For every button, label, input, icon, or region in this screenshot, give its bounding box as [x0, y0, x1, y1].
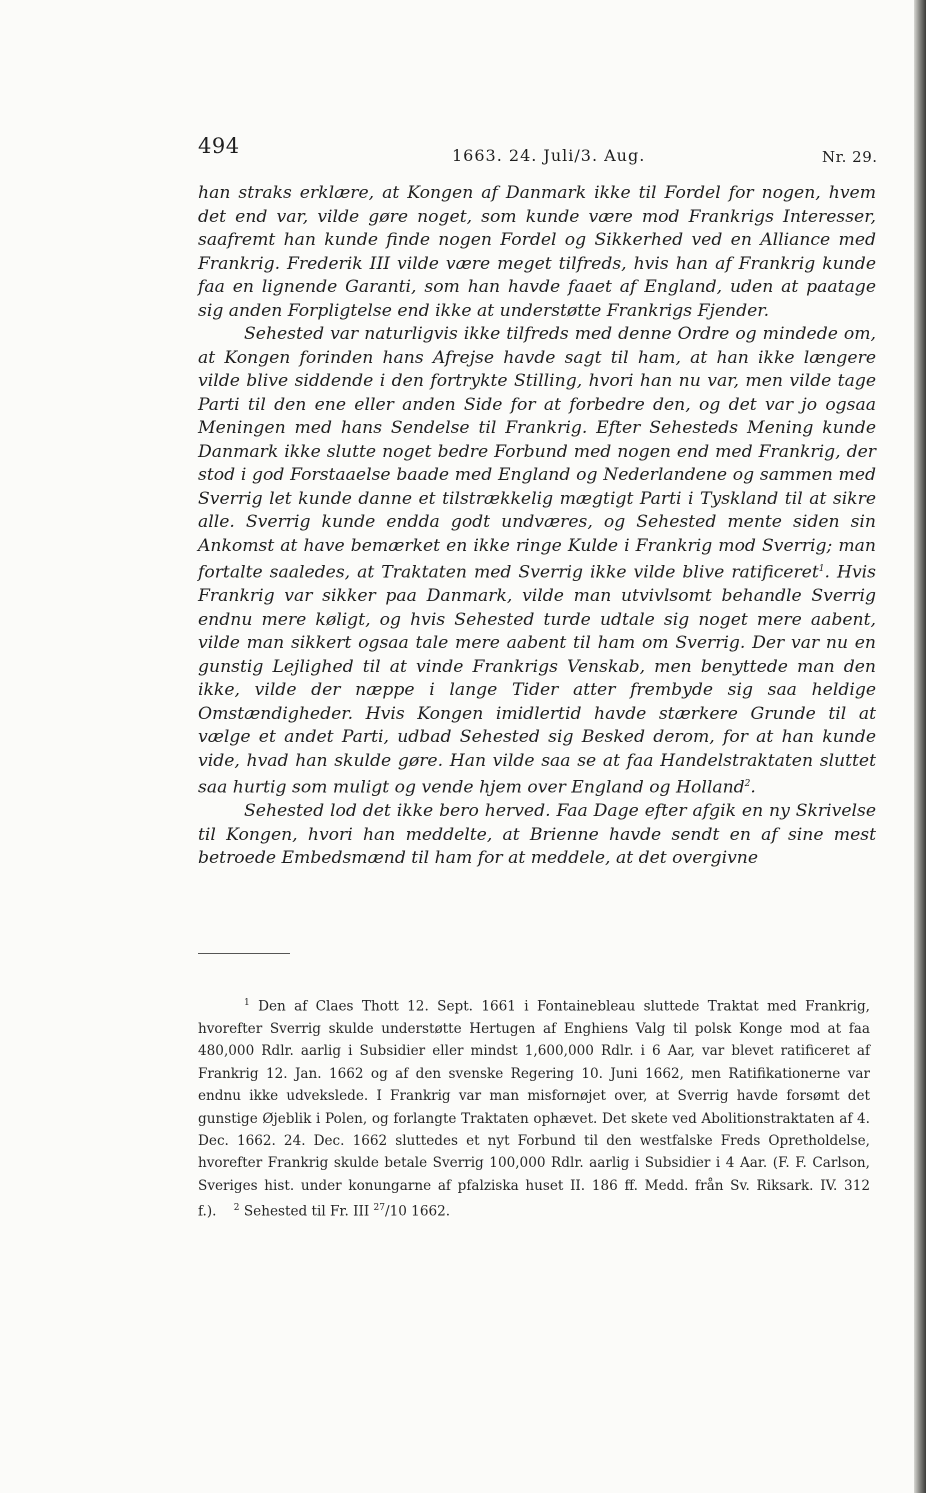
book-spine-edge	[914, 0, 926, 1493]
running-header	[0, 134, 914, 166]
footnote-2-date-superscript: 27	[373, 1203, 385, 1214]
footnote-2-marker: 2	[233, 1203, 240, 1214]
paragraph-3: Sehested lod det ikke bero herved. Faa Dage efter afgik en ny Skrivelse til Kongen, hvori han meddelte, at Brienne havde sendt en af sine mest betroede Embedsmænd til ham for at meddele, at det overgivne	[198, 801, 876, 869]
footnote-1	[198, 992, 870, 1223]
header-date: 1663. 24. Juli/3. Aug.	[452, 146, 646, 165]
paragraph-2-part-2: . Hvis Frankrig var sikker paa Danmark, vilde man utvivlsomt behandle Sverrig endnu mere køligt, og hvis Sehested turde udtale sig noget mere aabent, vilde man sikkert ogsaa tale mere aabent til ham om Sverrig. Der var nu en gunstig Lejlighed til at vinde Frankrigs Venskab, men benyttede man den ikke, vilde der næppe i lange Tider atter frembyde sig saa heldige Omstændigheder. Hvis Kongen imidlertid havde stærkere Grunde til at vælge et andet Parti, udbad Sehested sig Besked derom, for at han kunde vide, hvad han skulde gøre. Han vilde saa se at faa Handelstraktaten sluttet saa hurtig som muligt og vende hjem over England og Holland	[198, 562, 876, 798]
footnote-1-text: Den af Claes Thott 12. Sept. 1661 i Fontainebleau sluttede Traktat med Frankrig, hvorefter Sverrig skulde understøtte Hertugen af Enghiens Valg til polsk Konge mod at faa 480,000 Rdlr. aarlig i Subsidier eller mindst 1,600,000 Rdlr. i 6 Aar, var blevet ratificeret af Frankrig 12. Jan. 1662 og af den svenske Regering 10. Juni 1662, men Ratifikationerne var endnu ikke udvekslede. I Frankrig var man misfornøjet over, at Sverrig havde forsømt det gunstige Øjeblik i Polen, og forlangte Traktaten ophævet. Det skete ved Abolitionstraktaten af 4. Dec. 1662. 24. Dec. 1662 sluttedes et nyt Forbund til den westfalske Freds Opretholdelse, hvorefter Frankrig skulde betale Sverrig 100,000 Rdlr. aarlig i Subsidier i 4 Aar. (F. F. Carlson, Sveriges hist. under konungarne af pfalziska huset II. 186 ff. Medd. från Sv. Riksark. IV. 312 f.).	[198, 998, 870, 1220]
footnote-2-text: Sehested til Fr. III	[243, 1203, 370, 1220]
page-number: 494	[198, 134, 240, 158]
paragraph-2-part-3: .	[750, 777, 756, 798]
footnote-2-date: /10 1662.	[384, 1203, 451, 1220]
paragraph-2-part-1: Sehested var naturligvis ikke tilfreds med denne Ordre og mindede om, at Kongen forinden hans Afrejse havde sagt til ham, at han ikke længere vilde blive siddende i den fortrykte Stilling, hvori han nu var, men vilde tage Parti til den ene eller anden Side for at forbedre den, og det var jo ogsaa Meningen med hans Sendelse til Frankrig. Efter Sehesteds Mening kunde Danmark ikke slutte noget bedre Forbund med nogen end med Frankrig, der stod i god Forstaaelse baade med England og Nederlandene og sammen med Sverrig let kunde danne et tilstrækkelig mægtigt Parti i Tyskland til at sikre alle. Sverrig kunde endda godt undværes, og Sehested mente siden sin Ankomst at have bemærket en ikke ringe Kulde i Frankrig mod Sverrig; man fortalte saaledes, at Traktaten med Sverrig ikke vilde blive ratificeret	[198, 324, 876, 583]
paragraph-2	[198, 323, 876, 800]
footnote-divider	[198, 953, 290, 954]
document-number: Nr. 29.	[822, 148, 878, 166]
paragraph-1: han straks erklære, at Kongen af Danmark ikke til Fordel for nogen, hvem det end var, vilde gøre noget, som kunde være mod Frankrigs Interesser, saafremt han kunde finde nogen Fordel og Sikkerhed ved en Alliance med Frankrig. Frederik III vilde være meget tilfreds, hvis han af Frankrig kunde faa en lignende Garanti, som han havde faaet af England, uden at paatage sig anden Forpligtelse end ikke at understøtte Frankrigs Fjender.	[198, 183, 876, 321]
footnote-reference-1: 1	[818, 564, 825, 574]
footnote-1-marker: 1	[244, 998, 250, 1008]
footnotes	[198, 992, 870, 1223]
footnote-reference-2: 2	[744, 779, 751, 790]
main-text	[198, 182, 876, 871]
